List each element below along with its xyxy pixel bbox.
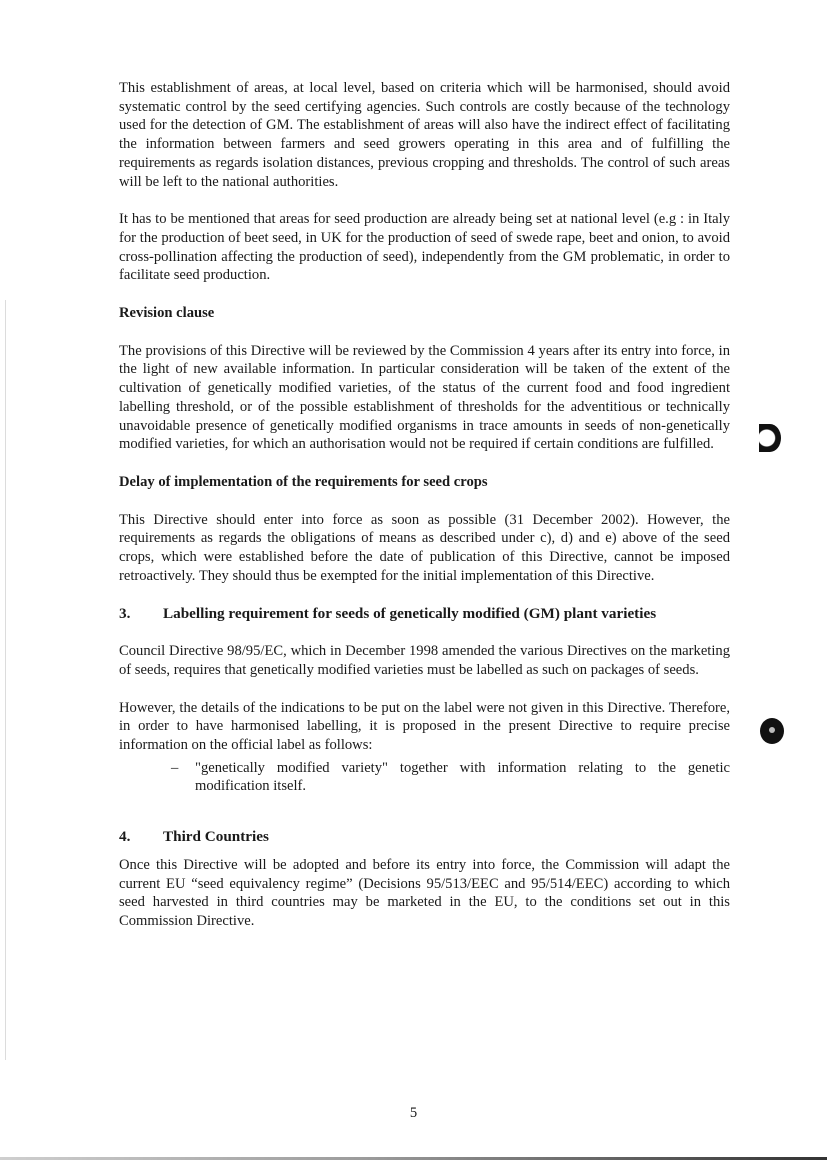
scan-edge-line: [5, 300, 6, 1060]
paragraph-third-countries: Once this Directive will be adopted and before its entry into force, the Commission will adapt the current EU “seed equivalency regime” (Decisions 95/513/EEC and 95/514/EEC) according to which seed harvested in third countries may be marketed in the EU, to the conditions set out in this Commission Directive.: [119, 856, 730, 929]
section-number: 3.: [119, 605, 131, 623]
heading-delay-implementation: Delay of implementation of the requirements for seed crops: [119, 473, 488, 490]
page-number: 5: [409, 1105, 418, 1121]
scan-bottom-edge: [0, 1157, 827, 1160]
punch-hole-bottom: [760, 718, 784, 744]
paragraph-council-directive: Council Directive 98/95/EC, which in December 1998 amended the various Directives on the marketing of seeds, requires that genetically modified varieties must be labelled as such on packages of seeds.: [119, 643, 730, 678]
section-3-heading: [119, 605, 730, 624]
paragraph-national-areas: It has to be mentioned that areas for seed production are already being set at national level (e.g : in Italy for the production of beet seed, in UK for the production of seed of swede rape, beet and onion, to avoid cross-pollination affecting the production of seed), independently from the GM problematic, in order to facilitate seed production.: [119, 211, 730, 284]
paragraph-revision-clause: The provisions of this Directive will be reviewed by the Commission 4 years after its entry into force, in the light of new available information. In particular consideration will be taken of the extent of the cultivation of genetically modified varieties, of the status of the current food and food ingredient labelling threshold, or of the possible establishment of thresholds for the adventitious or technically unavoidable presence of genetically modified organisms in trace amounts in seeds of non-genetically modified varieties, for which an authorisation would not be required if certain conditions are fulfilled.: [119, 342, 730, 453]
list-item: [171, 759, 730, 796]
paragraph-label-details: However, the details of the indications to be put on the label were not given in this Directive. Therefore, in order to have harmonised labelling, it is proposed in the present Directive to require precise information on the official label as follows:: [119, 699, 730, 753]
list-marker: –: [171, 759, 179, 776]
section-4-heading: [119, 828, 730, 847]
section-title: Labelling requirement for seeds of genetically modified (GM) plant varieties: [163, 605, 657, 623]
paragraph-areas-establishment: This establishment of areas, at local level, based on criteria which will be harmonised, should avoid systematic control by the seed certifying agencies. Such controls are costly because of the technology used for the detection of GM. The establishment of areas will also have the indirect effect of facilitating the information between farmers and seed growers operating in this area and of fulfilling the requirements as regards isolation distances, previous cropping and thresholds. The control of such areas will be left to the national authorities.: [119, 80, 730, 190]
paragraph-delay-implementation: This Directive should enter into force as soon as possible (31 December 2002). However, the requirements as regards the obligations of means as described under c), d) and e) above of the seed crops, which were established before the date of publication of this Directive, cannot be imposed retroactively. They should thus be exempted for the initial implementation of this Directive.: [119, 511, 730, 584]
list-item-text: "genetically modified variety" together with information relating to the genetic modification itself.: [195, 759, 730, 795]
document-body: [119, 79, 730, 950]
section-title: Third Countries: [163, 828, 269, 846]
section-number: 4.: [119, 828, 131, 846]
heading-revision-clause: Revision clause: [119, 305, 215, 322]
punch-hole-top: [759, 424, 781, 452]
